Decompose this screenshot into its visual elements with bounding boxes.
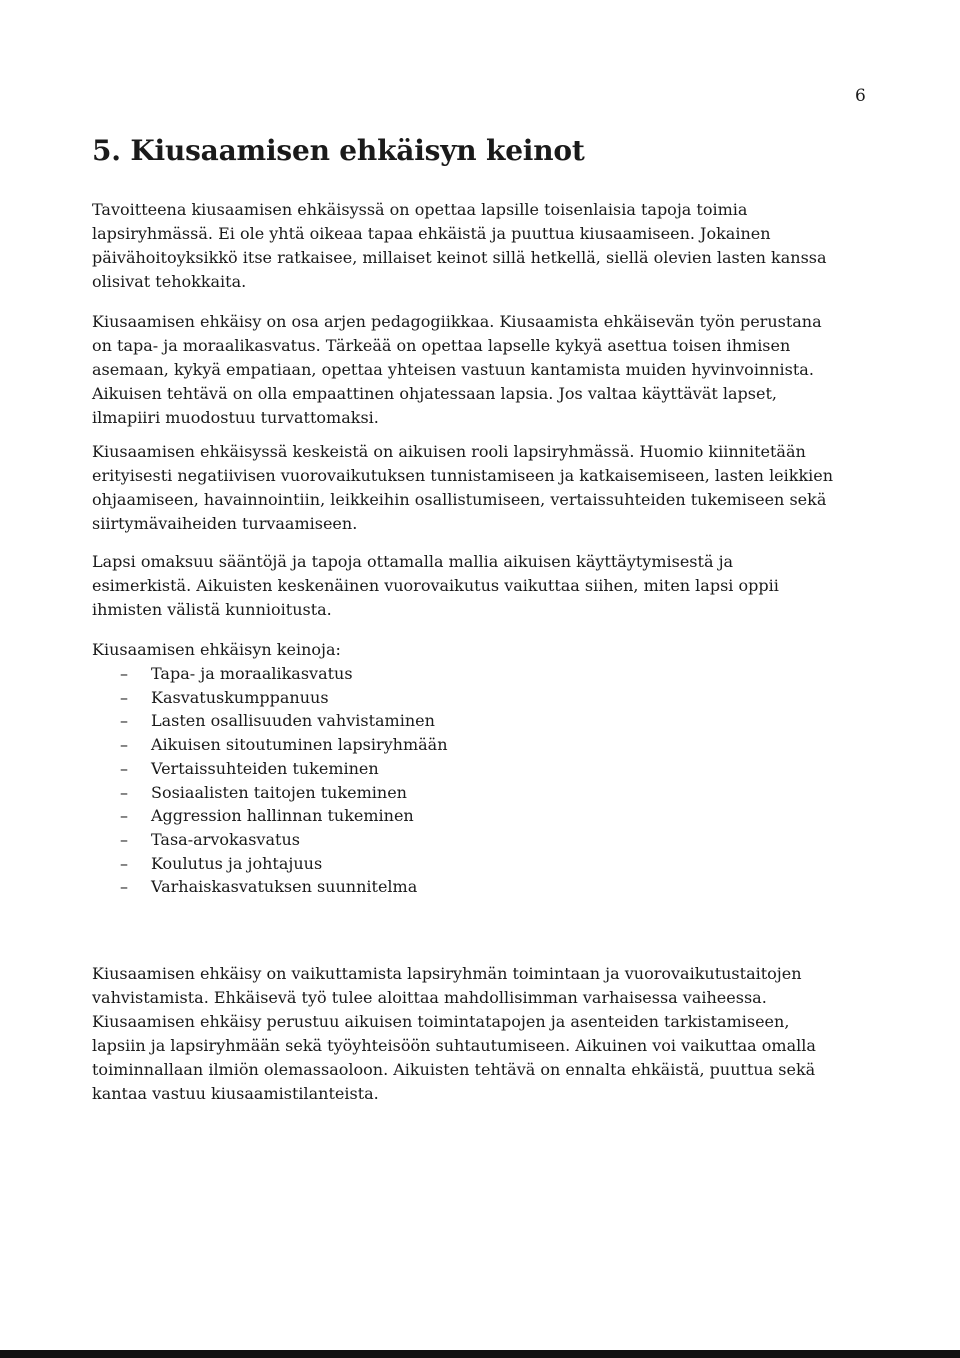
paragraph-line: Kiusaamisen ehkäisyssä keskeistä on aikuisen rooli lapsiryhmässä. Huomio kiinnitetään xyxy=(92,442,806,461)
list-item xyxy=(92,662,448,686)
dash-bullet: – xyxy=(120,711,128,731)
list-item xyxy=(92,781,448,805)
paragraph-line: ihmisten välistä kunnioitusta. xyxy=(92,600,332,619)
dash-bullet: – xyxy=(120,829,128,849)
paragraph-line: esimerkistä. Aikuisten keskenäinen vuorovaikutus vaikuttaa siihen, miten lapsi oppii xyxy=(92,576,779,595)
paragraph-line: Kiusaamisen ehkäisy perustuu aikuisen toimintatapojen ja asenteiden tarkistamiseen, xyxy=(92,1012,790,1031)
list-item-label: Sosiaalisten taitojen tukeminen xyxy=(151,782,407,802)
paragraph-goal xyxy=(92,198,892,294)
section-heading: 5. Kiusaamisen ehkäisyn keinot xyxy=(92,134,585,167)
list-item xyxy=(92,828,448,852)
list-item xyxy=(92,709,448,733)
scan-bottom-edge xyxy=(0,1350,960,1358)
dash-bullet: – xyxy=(120,853,128,873)
list-item xyxy=(92,852,448,876)
dash-bullet: – xyxy=(120,664,128,683)
dash-bullet: – xyxy=(120,782,128,802)
paragraph-line: lapsiryhmässä. Ei ole yhtä oikeaa tapaa ehkäistä ja puuttua kiusaamiseen. Jokainen xyxy=(92,224,771,243)
dash-bullet: – xyxy=(120,735,128,755)
list-item xyxy=(92,804,448,828)
paragraph-line: Kiusaamisen ehkäisy on osa arjen pedagogiikkaa. Kiusaamista ehkäisevän työn perustana xyxy=(92,312,822,331)
paragraph-summary xyxy=(92,962,892,1106)
paragraph-adult-role xyxy=(92,440,892,536)
list-title: Kiusaamisen ehkäisyn keinoja: xyxy=(92,640,341,659)
list-item-label: Aikuisen sitoutuminen lapsiryhmään xyxy=(151,735,448,755)
paragraph-line: erityisesti negatiivisen vuorovaikutuksen tunnistamiseen ja katkaisemiseen, lasten leikkien xyxy=(92,466,834,485)
list-item-label: Lasten osallisuuden vahvistaminen xyxy=(151,711,435,731)
paragraph-line: ilmapiiri muodostuu turvattomaksi. xyxy=(92,408,379,427)
paragraph-modeling xyxy=(92,550,892,622)
paragraph-line: Kiusaamisen ehkäisy on vaikuttamista lapsiryhmän toimintaan ja vuorovaikutustaitojen xyxy=(92,964,802,983)
list-item-label: Tasa-arvokasvatus xyxy=(151,829,300,849)
paragraph-line: Tavoitteena kiusaamisen ehkäisyssä on opettaa lapsille toisenlaisia tapoja toimia xyxy=(92,200,748,219)
list-item xyxy=(92,686,448,710)
dash-bullet: – xyxy=(120,687,128,707)
list-item-label: Tapa- ja moraalikasvatus xyxy=(151,664,353,683)
paragraph-line: ohjaamiseen, havainnointiin, leikkeihin osallistumiseen, vertaissuhteiden tukemiseen sekä xyxy=(92,490,827,509)
paragraph-line: päivähoitoyksikkö itse ratkaisee, millaiset keinot sillä hetkellä, siellä olevien lasten kanssa xyxy=(92,248,827,267)
list-item-label: Aggression hallinnan tukeminen xyxy=(151,806,414,826)
list-item-label: Vertaissuhteiden tukeminen xyxy=(151,758,379,778)
list-item xyxy=(92,733,448,757)
list-item-label: Varhaiskasvatuksen suunnitelma xyxy=(151,877,418,897)
dash-bullet: – xyxy=(120,806,128,826)
prevention-methods-list xyxy=(92,662,448,899)
paragraph-line: siirtymävaiheiden turvaamiseen. xyxy=(92,514,358,533)
list-item xyxy=(92,757,448,781)
paragraph-line: vahvistamista. Ehkäisevä työ tulee aloittaa mahdollisimman varhaisessa vaiheessa. xyxy=(92,988,767,1007)
page-number: 6 xyxy=(855,86,866,106)
paragraph-pedagogy xyxy=(92,310,892,430)
paragraph-line: Lapsi omaksuu sääntöjä ja tapoja ottamalla mallia aikuisen käyttäytymisestä ja xyxy=(92,552,734,571)
dash-bullet: – xyxy=(120,758,128,778)
paragraph-line: Aikuisen tehtävä on olla empaattinen ohjatessaan lapsia. Jos valtaa käyttävät lapset, xyxy=(92,384,777,403)
paragraph-line: toiminnallaan ilmiön olemassaoloon. Aikuisten tehtävä on ennalta ehkäistä, puuttua sekä xyxy=(92,1060,816,1079)
list-item-label: Koulutus ja johtajuus xyxy=(151,853,323,873)
list-item-label: Kasvatuskumppanuus xyxy=(151,687,329,707)
paragraph-line: on tapa- ja moraalikasvatus. Tärkeää on opettaa lapselle kykyä asettua toisen ihmisen xyxy=(92,336,791,355)
paragraph-line: asemaan, kykyä empatiaan, opettaa yhteisen vastuun kantamista muiden hyvinvoinnista. xyxy=(92,360,814,379)
paragraph-line: kantaa vastuu kiusaamistilanteista. xyxy=(92,1084,379,1103)
dash-bullet: – xyxy=(120,877,128,897)
paragraph-line: lapsiin ja lapsiryhmään sekä työyhteisöön suhtautumiseen. Aikuinen voi vaikuttaa omalla xyxy=(92,1036,816,1055)
paragraph-line: olisivat tehokkaita. xyxy=(92,272,247,291)
list-item xyxy=(92,875,448,899)
